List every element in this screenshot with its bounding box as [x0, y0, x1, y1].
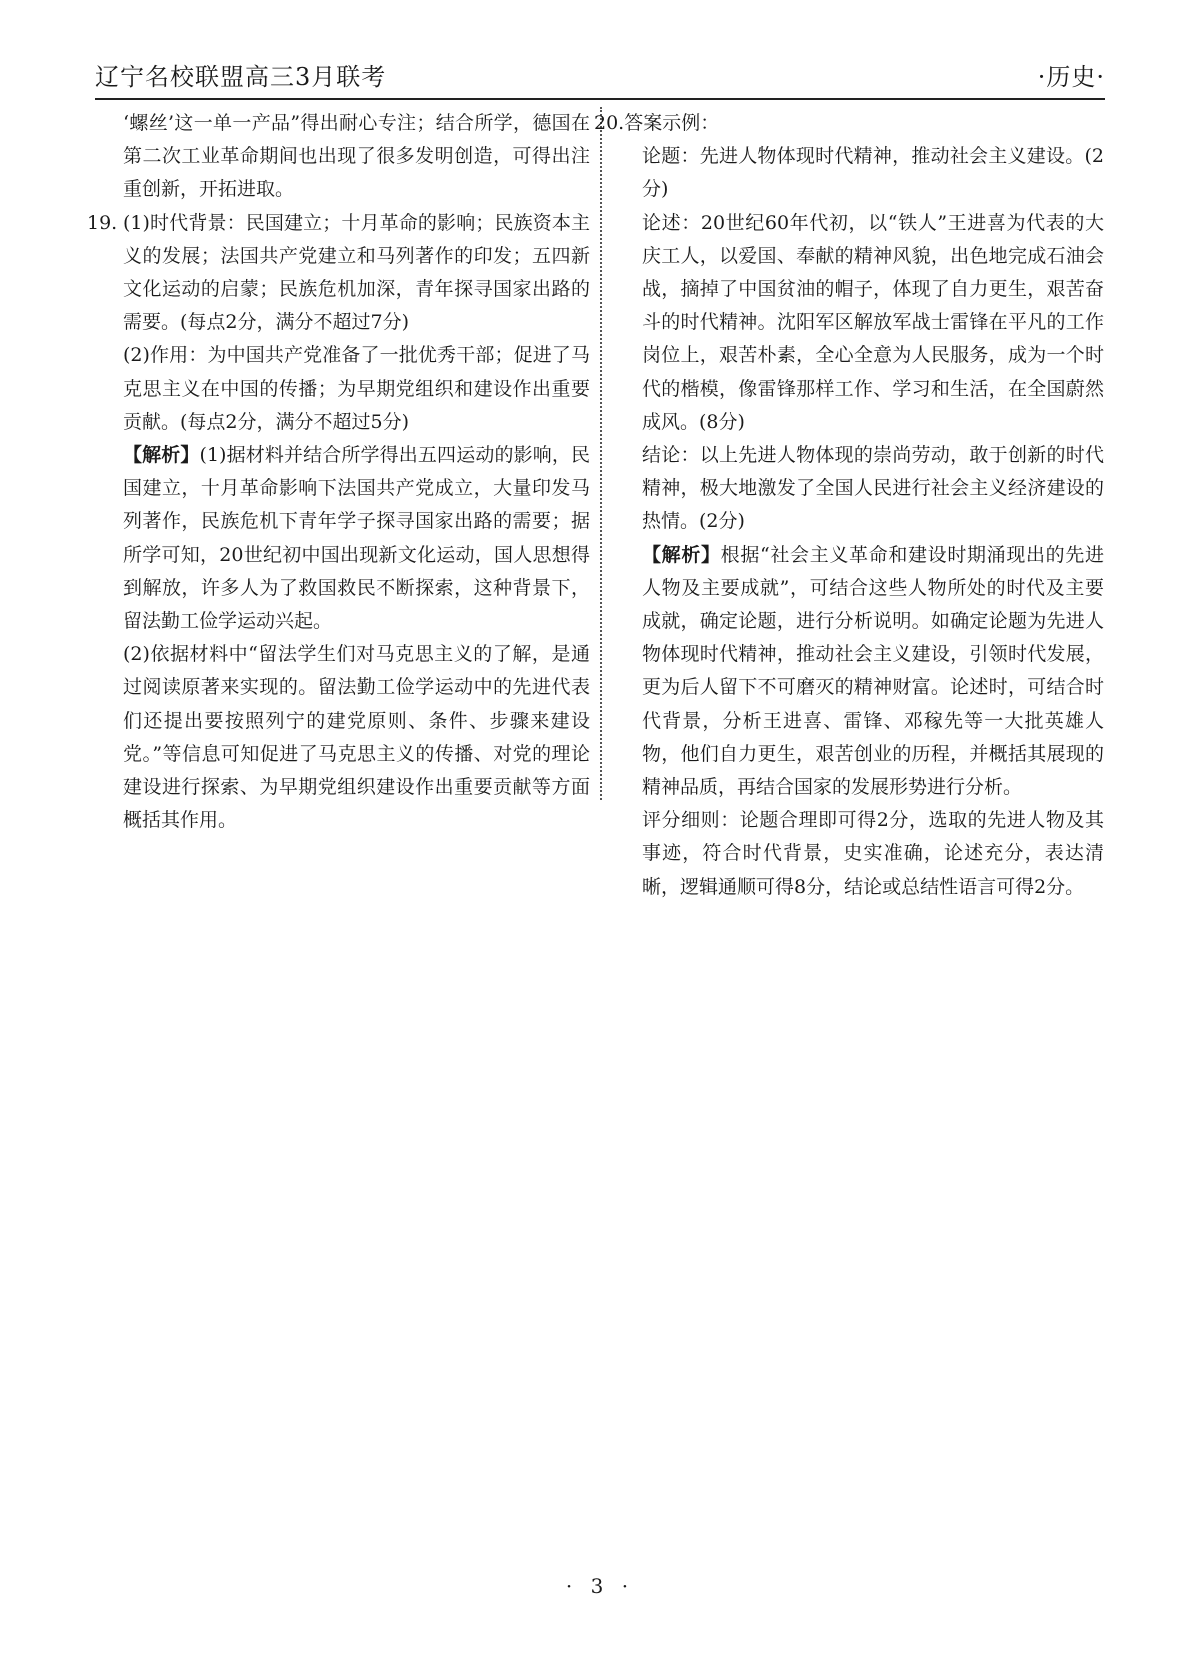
analysis-tag: 【解析】	[642, 543, 721, 566]
analysis-text: (1)据材料并结合所学得出五四运动的影响，民国建立，十月革命影响下法国共产党成立，大量印发马列著作，民族危机下青年学子探寻国家出路的需要；据所学可知，20世纪初中国出现新文化运动，国人思想得到解放，许多人为了救国救民不断探索，这种背景下，留法勤工俭学运动兴起。	[123, 444, 590, 633]
question-19	[87, 207, 590, 838]
page-header	[95, 60, 1105, 100]
exam-title: 辽宁名校联盟高三3月联考	[95, 63, 387, 91]
page-number: · 3 ·	[565, 1574, 635, 1598]
question-20-scoring-rules: 评分细则：论题合理即可得2分，选取的先进人物及其事迹，符合时代背景，史实准确，论述充分，表达清晰，逻辑通顺可得8分，结论或总结性语言可得2分。	[642, 809, 1104, 898]
left-column	[87, 107, 590, 837]
question-20-analysis	[614, 539, 1104, 805]
right-column	[594, 107, 1104, 904]
analysis-text: 根据“社会主义革命和建设时期涌现出的先进人物及主要成就”，可结合这些人物所处的时代及主要成就，确定论题，进行分析说明。如确定论题为先进人物体现时代精神，推动社会主义建设，引领时代发展，更为后人留下不可磨灭的精神财富。论述时，可结合时代背景，分析王进喜、雷锋、邓稼先等一大批英雄人物，他们自力更生，艰苦创业的历程，并概括其展现的精神品质，再结合国家的发展形势进行分析。	[642, 543, 1104, 799]
analysis-tag: 【解析】	[123, 444, 200, 467]
question-20-thesis: 论题：先进人物体现时代精神，推动社会主义建设。(2分)	[642, 145, 1104, 201]
question-19-part-2-answer: (2)作用：为中国共产党准备了一批优秀干部；促进了马克思主义在中国的传播；为早期党组织和建设作出重要贡献。(每点2分，满分不超过5分)	[123, 344, 590, 433]
column-divider	[600, 107, 602, 800]
question-20-title: 20.答案示例：	[594, 112, 720, 134]
subject-label: ·历史·	[1037, 63, 1105, 91]
question-19-number: 19.	[87, 211, 118, 234]
question-19-part-1-answer: (1)时代背景：民国建立；十月革命的影响；民族资本主义的发展；法国共产党建立和马列著作的印发；五四新文化运动的启蒙；民族危机加深，青年探寻国家出路的需要。(每点2分，满分不超过7分)	[123, 211, 590, 334]
question-20-argument: 论述：20世纪60年代初，以“铁人”王进喜为代表的大庆工人，以爱国、奉献的精神风貌，出色地完成石油会战，摘掉了中国贫油的帽子，体现了自力更生，艰苦奋斗的时代精神。沈阳军区解放军战士雷锋在平凡的工作岗位上，艰苦朴素，全心全意为人民服务，成为一个时代的楷模，像雷锋那样工作、学习和生活，在全国蔚然成风。(8分)	[642, 211, 1104, 433]
question-19-analysis-2: (2)依据材料中“留法学生们对马克思主义的了解，是通过阅读原著来实现的。留法勤工俭学运动中的先进代表们还提出要按照列宁的建党原则、条件、步骤来建设党。”等信息可知促进了马克思主义的传播、对党的理论建设进行探索、为早期党组织建设作出重要贡献等方面概括其作用。	[123, 643, 590, 832]
question-20-conclusion: 结论：以上先进人物体现的崇尚劳动，敢于创新的时代精神，极大地激发了全国人民进行社会主义经济建设的热情。(2分)	[642, 444, 1104, 533]
question-19-analysis-1	[95, 439, 590, 638]
continuation-paragraph: ‘螺丝’这一单一产品”得出耐心专注；结合所学，德国在第二次工业革命期间也出现了很多发明创造，可得出注重创新，开拓进取。	[123, 112, 590, 201]
